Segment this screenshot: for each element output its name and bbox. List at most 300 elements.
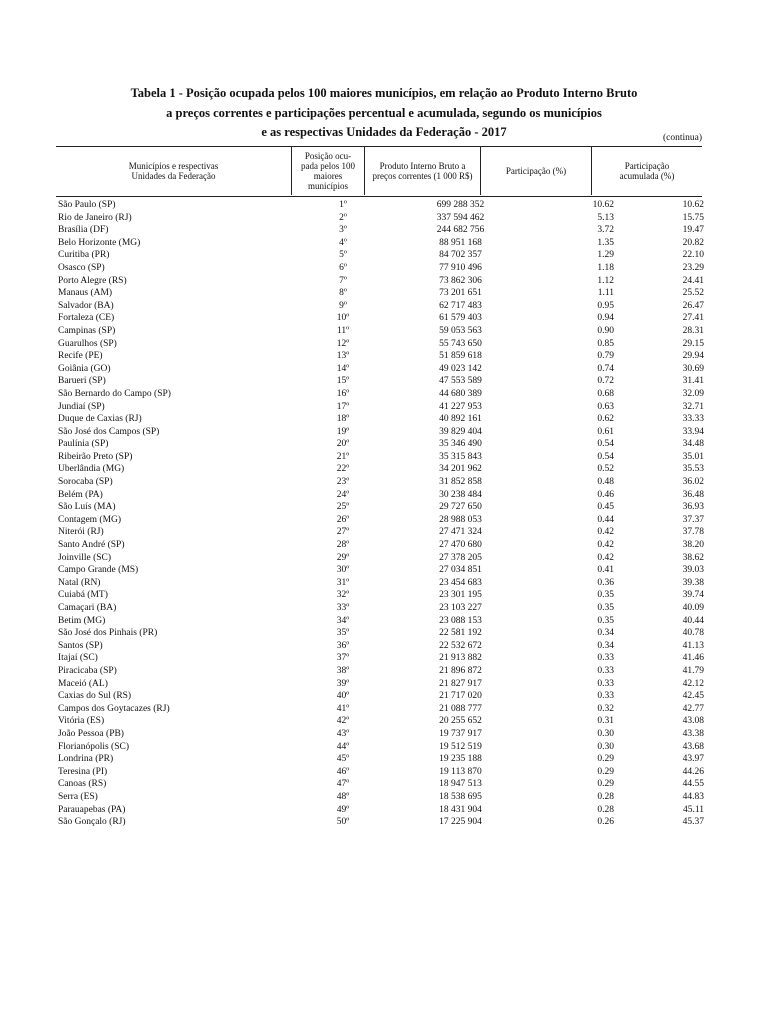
cell-municipio: Belém (PA) [58, 489, 103, 500]
cell-acumulada: 31.41 [682, 376, 704, 387]
table-row [56, 539, 706, 552]
cell-municipio: São Bernardo do Campo (SP) [58, 388, 171, 399]
cell-posicao: 27º [336, 527, 350, 538]
cell-posicao: 1º [339, 200, 347, 210]
cell-municipio: Vitória (ES) [58, 716, 105, 727]
cell-municipio: Sorocaba (SP) [58, 477, 113, 488]
cell-municipio: Rio de Janeiro (RJ) [58, 212, 132, 223]
cell-posicao: 11º [336, 325, 350, 336]
table-row [56, 501, 706, 514]
cell-acumulada: 41.79 [682, 665, 704, 676]
cell-pib: 31 852 858 [439, 477, 482, 488]
cell-municipio: Florianópolis (SC) [58, 741, 129, 752]
cell-acumulada: 33.94 [682, 426, 704, 437]
cell-posicao: 29º [336, 552, 350, 563]
cell-participacao: 1.18 [597, 262, 614, 273]
table-row [56, 199, 706, 212]
cell-posicao: 14º [336, 363, 350, 374]
cell-participacao: 3.72 [597, 225, 614, 236]
cell-municipio: Piracicaba (SP) [58, 665, 117, 676]
cell-municipio: Brasília (DF) [58, 225, 109, 236]
cell-acumulada: 29.94 [682, 351, 704, 362]
cell-pib: 21 827 917 [439, 678, 482, 689]
cell-acumulada: 41.13 [682, 640, 704, 651]
cell-municipio: São José dos Campos (SP) [58, 426, 160, 437]
table-row [56, 615, 706, 628]
cell-participacao: 0.32 [597, 703, 614, 714]
cell-acumulada: 38.62 [682, 552, 704, 563]
cell-pib: 27 471 324 [439, 527, 482, 538]
table-row [56, 451, 706, 464]
cell-posicao: 17º [336, 401, 350, 412]
table-row [56, 325, 706, 338]
cell-acumulada: 32.71 [682, 401, 704, 412]
cell-posicao: 9º [339, 300, 347, 311]
cell-participacao: 0.35 [597, 603, 614, 613]
cell-participacao: 0.28 [597, 804, 614, 815]
cell-posicao: 47º [336, 779, 350, 790]
header-participacao: Participação (%) [505, 166, 567, 176]
table-row [56, 552, 706, 565]
cell-municipio: Parauapebas (PA) [58, 804, 126, 815]
table-row [56, 224, 706, 237]
cell-posicao: 41º [336, 703, 350, 714]
cell-participacao: 0.34 [597, 628, 614, 639]
cell-posicao: 37º [336, 653, 350, 664]
cell-municipio: Camaçari (BA) [58, 603, 117, 613]
table-row [56, 564, 706, 577]
cell-participacao: 0.29 [597, 766, 614, 777]
table-row [56, 816, 706, 829]
cell-participacao: 0.54 [597, 439, 614, 450]
cell-participacao: 1.11 [597, 288, 614, 299]
cell-participacao: 0.33 [597, 691, 614, 702]
table-body [56, 199, 706, 829]
cell-acumulada: 44.26 [682, 766, 704, 777]
table-row [56, 741, 706, 754]
cell-participacao: 0.54 [597, 451, 614, 462]
cell-posicao: 44º [336, 741, 350, 752]
cell-pib: 23 301 195 [439, 590, 482, 601]
cell-participacao: 0.26 [597, 817, 614, 828]
cell-participacao: 0.44 [597, 514, 614, 525]
cell-acumulada: 42.45 [682, 691, 704, 702]
cell-acumulada: 25.52 [682, 288, 704, 299]
cell-municipio: Goiânia (GO) [58, 363, 111, 374]
cell-municipio: São Luís (MA) [58, 502, 116, 513]
cell-participacao: 1.29 [597, 250, 614, 261]
cell-pib: 21 913 882 [439, 653, 482, 664]
cell-participacao: 0.94 [597, 313, 614, 324]
cell-acumulada: 39.03 [682, 565, 704, 576]
cell-municipio: Cuiabá (MT) [58, 590, 108, 601]
cell-pib: 337 594 462 [436, 212, 485, 223]
table-row [56, 463, 706, 476]
table-row [56, 388, 706, 401]
cell-acumulada: 36.93 [682, 502, 704, 513]
cell-municipio: São Paulo (SP) [58, 200, 116, 210]
table-row [56, 627, 706, 640]
cell-municipio: Recife (PE) [58, 351, 103, 362]
cell-pib: 73 862 306 [439, 275, 482, 286]
cell-participacao: 0.41 [597, 565, 614, 576]
table-row [56, 778, 706, 791]
cell-municipio: Canoas (RS) [58, 779, 107, 790]
cell-pib: 17 225 904 [439, 817, 482, 828]
cell-acumulada: 36.48 [682, 489, 704, 500]
cell-municipio: Santo André (SP) [58, 540, 125, 551]
table-row [56, 489, 706, 502]
cell-acumulada: 24.41 [682, 275, 704, 286]
cell-pib: 39 829 404 [439, 426, 482, 437]
cell-acumulada: 42.77 [682, 703, 704, 714]
cell-posicao: 24º [336, 489, 350, 500]
cell-participacao: 0.42 [597, 552, 614, 563]
cell-municipio: Niterói (RJ) [58, 527, 104, 538]
table-title [60, 84, 708, 143]
table-row [56, 715, 706, 728]
table-row [56, 678, 706, 691]
cell-posicao: 18º [336, 414, 350, 425]
cell-municipio: Guarulhos (SP) [58, 338, 117, 349]
cell-acumulada: 35.53 [682, 464, 704, 475]
cell-acumulada: 39.38 [682, 577, 704, 588]
table-row [56, 287, 706, 300]
cell-acumulada: 34.48 [682, 439, 704, 450]
table-row [56, 300, 706, 313]
title-line-3: e as respectivas Unidades da Federação - 2017 [261, 125, 507, 139]
cell-participacao: 0.74 [597, 363, 614, 374]
cell-participacao: 10.62 [592, 200, 614, 210]
cell-posicao: 42º [336, 716, 350, 727]
cell-municipio: Santos (SP) [58, 640, 103, 651]
cell-posicao: 2º [339, 212, 347, 223]
table-row [56, 753, 706, 766]
table-row [56, 363, 706, 376]
cell-participacao: 5.13 [597, 212, 614, 223]
cell-posicao: 12º [336, 338, 350, 349]
cell-municipio: Joinville (SC) [58, 552, 112, 563]
cell-pib: 21 896 872 [439, 665, 482, 676]
header-municipio: Municípios e respectivas Unidades da Federação [128, 161, 219, 181]
cell-municipio: Itajaí (SC) [58, 653, 98, 664]
cell-posicao: 4º [339, 237, 347, 248]
cell-participacao: 0.90 [597, 325, 614, 336]
header-posicao: Posição ocu- pada pelos 100 maiores municípios [301, 151, 355, 191]
cell-municipio: João Pessoa (PB) [58, 728, 124, 739]
table-row [56, 703, 706, 716]
cell-municipio: São Gonçalo (RJ) [58, 817, 126, 828]
cell-acumulada: 23.29 [682, 262, 704, 273]
cell-pib: 84 702 357 [439, 250, 482, 261]
table-row [56, 312, 706, 325]
cell-acumulada: 43.38 [682, 728, 704, 739]
cell-acumulada: 41.46 [682, 653, 704, 664]
cell-pib: 23 454 683 [439, 577, 482, 588]
cell-municipio: Contagem (MG) [58, 514, 122, 525]
table-row [56, 249, 706, 262]
cell-acumulada: 27.41 [682, 313, 704, 324]
cell-municipio: Londrina (PR) [58, 754, 114, 765]
cell-participacao: 0.42 [597, 527, 614, 538]
cell-posicao: 23º [336, 477, 350, 488]
cell-pib: 23 088 153 [439, 615, 482, 626]
title-line-2: a preços correntes e participações percentual e acumulada, segundo os municípios [166, 105, 602, 120]
cell-participacao: 1.35 [597, 237, 614, 248]
table-row [56, 690, 706, 703]
cell-participacao: 0.36 [597, 577, 614, 588]
table-row [56, 728, 706, 741]
cell-acumulada: 43.97 [682, 754, 704, 765]
cell-acumulada: 20.82 [682, 237, 704, 248]
cell-municipio: Caxias do Sul (RS) [58, 691, 132, 702]
cell-pib: 19 512 519 [439, 741, 482, 752]
header-pib: Produto Interno Bruto a preços correntes (1 000 R$) [372, 161, 473, 181]
cell-pib: 47 553 589 [439, 376, 482, 387]
cell-acumulada: 35.01 [682, 451, 704, 462]
cell-participacao: 0.29 [597, 754, 614, 765]
cell-participacao: 0.35 [597, 590, 614, 601]
cell-pib: 27 470 680 [439, 540, 482, 551]
cell-posicao: 38º [336, 665, 350, 676]
cell-participacao: 0.29 [597, 779, 614, 790]
table-row [56, 766, 706, 779]
cell-posicao: 46º [336, 766, 350, 777]
table-row [56, 514, 706, 527]
cell-participacao: 0.30 [597, 741, 614, 752]
cell-acumulada: 45.11 [682, 804, 704, 815]
cell-posicao: 32º [336, 590, 350, 601]
cell-posicao: 21º [336, 451, 350, 462]
cell-municipio: Paulínia (SP) [58, 439, 109, 450]
cell-participacao: 1.12 [597, 275, 614, 286]
cell-pib: 244 682 756 [436, 225, 485, 236]
pib-table [56, 199, 706, 829]
cell-municipio: Osasco (SP) [58, 262, 105, 273]
cell-pib: 35 346 490 [439, 439, 482, 450]
cell-posicao: 16º [336, 388, 350, 399]
cell-acumulada: 39.74 [682, 590, 704, 601]
cell-municipio: Maceió (AL) [58, 678, 108, 689]
cell-pib: 35 315 843 [439, 451, 482, 462]
cell-pib: 23 103 227 [439, 603, 482, 613]
cell-participacao: 0.85 [597, 338, 614, 349]
table-row [56, 476, 706, 489]
cell-acumulada: 10.62 [682, 200, 704, 210]
cell-participacao: 0.34 [597, 640, 614, 651]
cell-acumulada: 42.12 [682, 678, 704, 689]
cell-pib: 28 988 053 [439, 514, 482, 525]
table-row [56, 262, 706, 275]
cell-pib: 62 717 483 [439, 300, 482, 311]
cell-acumulada: 30.69 [682, 363, 704, 374]
cell-acumulada: 40.09 [682, 603, 704, 613]
cell-pib: 73 201 651 [439, 288, 482, 299]
cell-posicao: 43º [336, 728, 350, 739]
cell-pib: 18 431 904 [439, 804, 482, 815]
cell-participacao: 0.52 [597, 464, 614, 475]
header-acumulada: Participação acumulada (%) [619, 161, 675, 181]
table-row [56, 275, 706, 288]
cell-participacao: 0.61 [597, 426, 614, 437]
table-row [56, 602, 706, 615]
table-row [56, 665, 706, 678]
cell-participacao: 0.46 [597, 489, 614, 500]
cell-pib: 18 947 513 [439, 779, 482, 790]
table-row [56, 413, 706, 426]
cell-municipio: Natal (RN) [58, 577, 101, 588]
cell-pib: 44 680 389 [439, 388, 482, 399]
cell-posicao: 13º [336, 351, 350, 362]
cell-acumulada: 22.10 [682, 250, 704, 261]
cell-participacao: 0.28 [597, 791, 614, 802]
cell-pib: 29 727 650 [439, 502, 482, 513]
cell-municipio: Campo Grande (MS) [58, 565, 139, 576]
cell-acumulada: 45.37 [682, 817, 704, 828]
cell-municipio: Salvador (BA) [58, 300, 114, 311]
cell-pib: 88 951 168 [439, 237, 482, 248]
cell-participacao: 0.72 [597, 376, 614, 387]
cell-participacao: 0.33 [597, 665, 614, 676]
cell-participacao: 0.95 [597, 300, 614, 311]
cell-acumulada: 40.78 [682, 628, 704, 639]
cell-pib: 49 023 142 [439, 363, 482, 374]
cell-posicao: 31º [336, 577, 350, 588]
cell-municipio: Curitiba (PR) [58, 250, 110, 261]
cell-posicao: 30º [336, 565, 350, 576]
table-row [56, 438, 706, 451]
cell-posicao: 34º [336, 615, 350, 626]
cell-pib: 18 538 695 [439, 791, 482, 802]
cell-municipio: Barueri (SP) [58, 376, 106, 387]
cell-pib: 55 743 650 [439, 338, 482, 349]
cell-participacao: 0.31 [597, 716, 614, 727]
cell-posicao: 48º [336, 791, 350, 802]
cell-participacao: 0.62 [597, 414, 614, 425]
cell-participacao: 0.42 [597, 540, 614, 551]
cell-municipio: Ribeirão Preto (SP) [58, 451, 133, 462]
cell-municipio: Porto Alegre (RS) [58, 275, 127, 286]
cell-acumulada: 29.15 [682, 338, 704, 349]
cell-pib: 30 238 484 [439, 489, 482, 500]
table-row [56, 526, 706, 539]
cell-pib: 61 579 403 [439, 313, 482, 324]
cell-posicao: 35º [336, 628, 350, 639]
cell-pib: 21 088 777 [439, 703, 482, 714]
table-row [56, 426, 706, 439]
cell-municipio: Serra (ES) [58, 791, 98, 802]
cell-pib: 27 378 205 [439, 552, 482, 563]
cell-pib: 34 201 962 [439, 464, 482, 475]
cell-municipio: Manaus (AM) [58, 288, 113, 299]
cell-pib: 699 288 352 [436, 200, 485, 210]
cell-pib: 21 717 020 [439, 691, 482, 702]
cell-posicao: 36º [336, 640, 350, 651]
cell-acumulada: 43.68 [682, 741, 704, 752]
cell-acumulada: 19.47 [682, 225, 704, 236]
cell-acumulada: 37.37 [682, 514, 704, 525]
cell-acumulada: 44.83 [682, 791, 704, 802]
cell-municipio: São José dos Pinhais (PR) [58, 628, 158, 639]
table-row [56, 401, 706, 414]
cell-participacao: 0.79 [597, 351, 614, 362]
cell-participacao: 0.48 [597, 477, 614, 488]
cell-municipio: Teresina (PI) [58, 766, 108, 777]
cell-municipio: Campinas (SP) [58, 325, 116, 336]
cell-posicao: 19º [336, 426, 350, 437]
table-row [56, 577, 706, 590]
cell-pib: 20 255 652 [439, 716, 482, 727]
cell-participacao: 0.33 [597, 653, 614, 664]
cell-posicao: 25º [336, 502, 350, 513]
cell-posicao: 3º [339, 225, 347, 236]
cell-pib: 59 053 563 [439, 325, 482, 336]
cell-posicao: 50º [336, 817, 350, 828]
cell-pib: 19 737 917 [439, 728, 482, 739]
cell-municipio: Campos dos Goytacazes (RJ) [58, 703, 170, 714]
continua-label: (continua) [662, 133, 702, 143]
cell-posicao: 22º [336, 464, 350, 475]
cell-acumulada: 43.08 [682, 716, 704, 727]
cell-posicao: 7º [339, 275, 347, 286]
cell-municipio: Uberlândia (MG) [58, 464, 125, 475]
cell-participacao: 0.30 [597, 728, 614, 739]
table-row [56, 791, 706, 804]
cell-acumulada: 32.09 [682, 388, 704, 399]
cell-municipio: Jundiaí (SP) [58, 401, 105, 412]
table-row [56, 589, 706, 602]
cell-posicao: 39º [336, 678, 350, 689]
cell-pib: 40 892 161 [439, 414, 482, 425]
cell-posicao: 5º [339, 250, 347, 261]
cell-pib: 22 581 192 [439, 628, 482, 639]
cell-participacao: 0.35 [597, 615, 614, 626]
cell-posicao: 33º [336, 603, 350, 613]
cell-acumulada: 26.47 [682, 300, 704, 311]
table-row [56, 237, 706, 250]
cell-posicao: 20º [336, 439, 350, 450]
cell-posicao: 45º [336, 754, 350, 765]
cell-posicao: 8º [339, 288, 347, 299]
cell-posicao: 26º [336, 514, 350, 525]
table-row [56, 212, 706, 225]
table-row [56, 375, 706, 388]
cell-pib: 51 859 618 [439, 351, 482, 362]
header-bottom-rule [56, 196, 702, 197]
cell-participacao: 0.45 [597, 502, 614, 513]
cell-acumulada: 40.44 [682, 615, 704, 626]
cell-posicao: 6º [339, 262, 347, 273]
cell-posicao: 40º [336, 691, 350, 702]
cell-posicao: 10º [336, 313, 350, 324]
cell-pib: 19 235 188 [439, 754, 482, 765]
cell-pib: 22 532 672 [439, 640, 482, 651]
cell-municipio: Betim (MG) [58, 615, 106, 626]
cell-pib: 77 910 496 [439, 262, 482, 273]
cell-participacao: 0.63 [597, 401, 614, 412]
table-row [56, 804, 706, 817]
cell-acumulada: 37.78 [682, 527, 704, 538]
cell-acumulada: 28.31 [682, 325, 704, 336]
cell-participacao: 0.33 [597, 678, 614, 689]
cell-pib: 41 227 953 [439, 401, 482, 412]
cell-pib: 19 113 870 [439, 766, 482, 777]
cell-municipio: Fortaleza (CE) [58, 313, 115, 324]
cell-posicao: 28º [336, 540, 350, 551]
cell-pib: 27 034 851 [439, 565, 482, 576]
cell-acumulada: 38.20 [682, 540, 704, 551]
table-row [56, 338, 706, 351]
